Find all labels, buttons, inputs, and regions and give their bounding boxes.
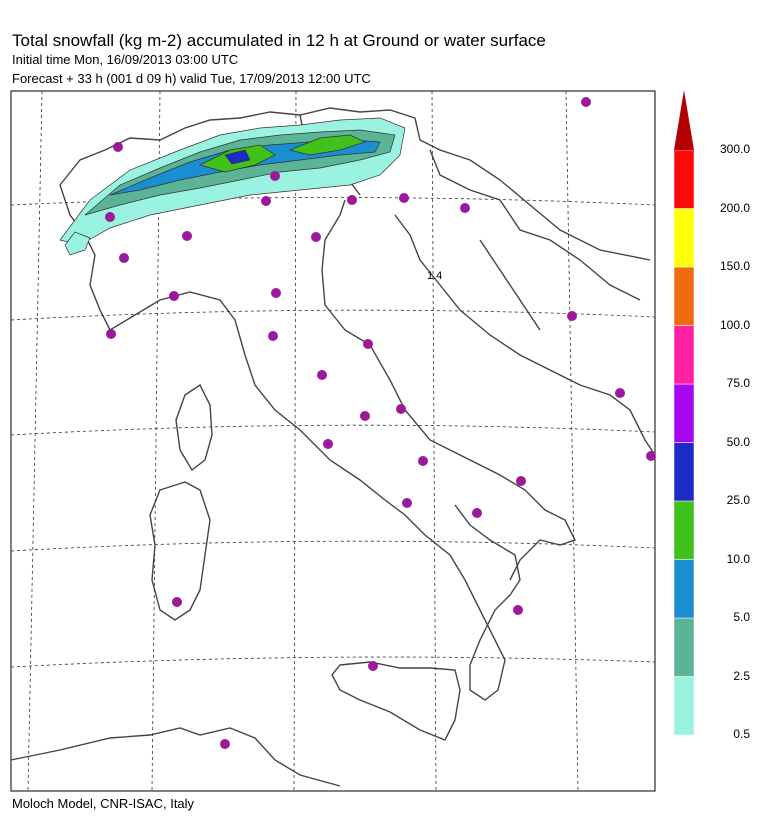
station-marker: [615, 388, 625, 398]
station-marker: [105, 212, 115, 222]
station-marker: [311, 232, 321, 242]
colorbar-label: 50.0: [726, 434, 750, 449]
colorbar-label: 75.0: [726, 376, 750, 390]
station-marker: [119, 253, 129, 263]
map-title: Total snowfall (kg m-2) accumulated in 12 h at Ground or water surface: [12, 31, 546, 50]
station-marker: [402, 498, 412, 508]
station-marker: [646, 451, 656, 461]
station-marker: [516, 476, 526, 486]
colorbar-label: 200.0: [719, 200, 750, 215]
colorbar-arrow: [674, 90, 694, 150]
colorbar-label: 2.5: [733, 668, 750, 683]
station-marker: [396, 404, 406, 414]
station-marker: [220, 739, 230, 749]
initial-time: Initial time Mon, 16/09/2013 03:00 UTC: [12, 52, 239, 67]
station-marker: [399, 193, 409, 203]
station-marker: [347, 195, 357, 205]
station-marker: [169, 291, 179, 301]
colorbar-label: 150.0: [719, 259, 750, 273]
station-marker: [418, 456, 428, 466]
station-marker: [567, 311, 577, 321]
field-value-label: 1.4: [427, 270, 443, 282]
station-marker: [172, 597, 182, 607]
forecast-time: Forecast + 33 h (001 d 09 h) valid Tue, 17/09/2013 12:00 UTC: [12, 71, 371, 86]
station-marker: [323, 439, 333, 449]
station-marker: [271, 288, 281, 298]
station-marker: [513, 605, 523, 615]
colorbar: [674, 90, 694, 735]
station-marker: [360, 411, 370, 421]
station-marker: [113, 142, 123, 152]
station-marker: [368, 661, 378, 671]
station-marker: [182, 231, 192, 241]
station-marker: [472, 508, 482, 518]
colorbar-label: 0.5: [733, 727, 750, 741]
station-marker: [261, 196, 271, 206]
colorbar-label: 300.0: [719, 142, 750, 156]
station-marker: [581, 97, 591, 107]
colorbar-label: 5.0: [733, 610, 750, 624]
station-marker: [317, 370, 327, 380]
colorbar-label: 10.0: [726, 551, 750, 566]
colorbar-label: 100.0: [719, 317, 750, 332]
station-marker: [106, 329, 116, 339]
colorbar-label: 25.0: [726, 493, 750, 507]
station-marker: [270, 171, 280, 181]
model-credit: Moloch Model, CNR-ISAC, Italy: [12, 796, 195, 811]
station-marker: [460, 203, 470, 213]
station-marker: [363, 339, 373, 349]
station-marker: [268, 331, 278, 341]
